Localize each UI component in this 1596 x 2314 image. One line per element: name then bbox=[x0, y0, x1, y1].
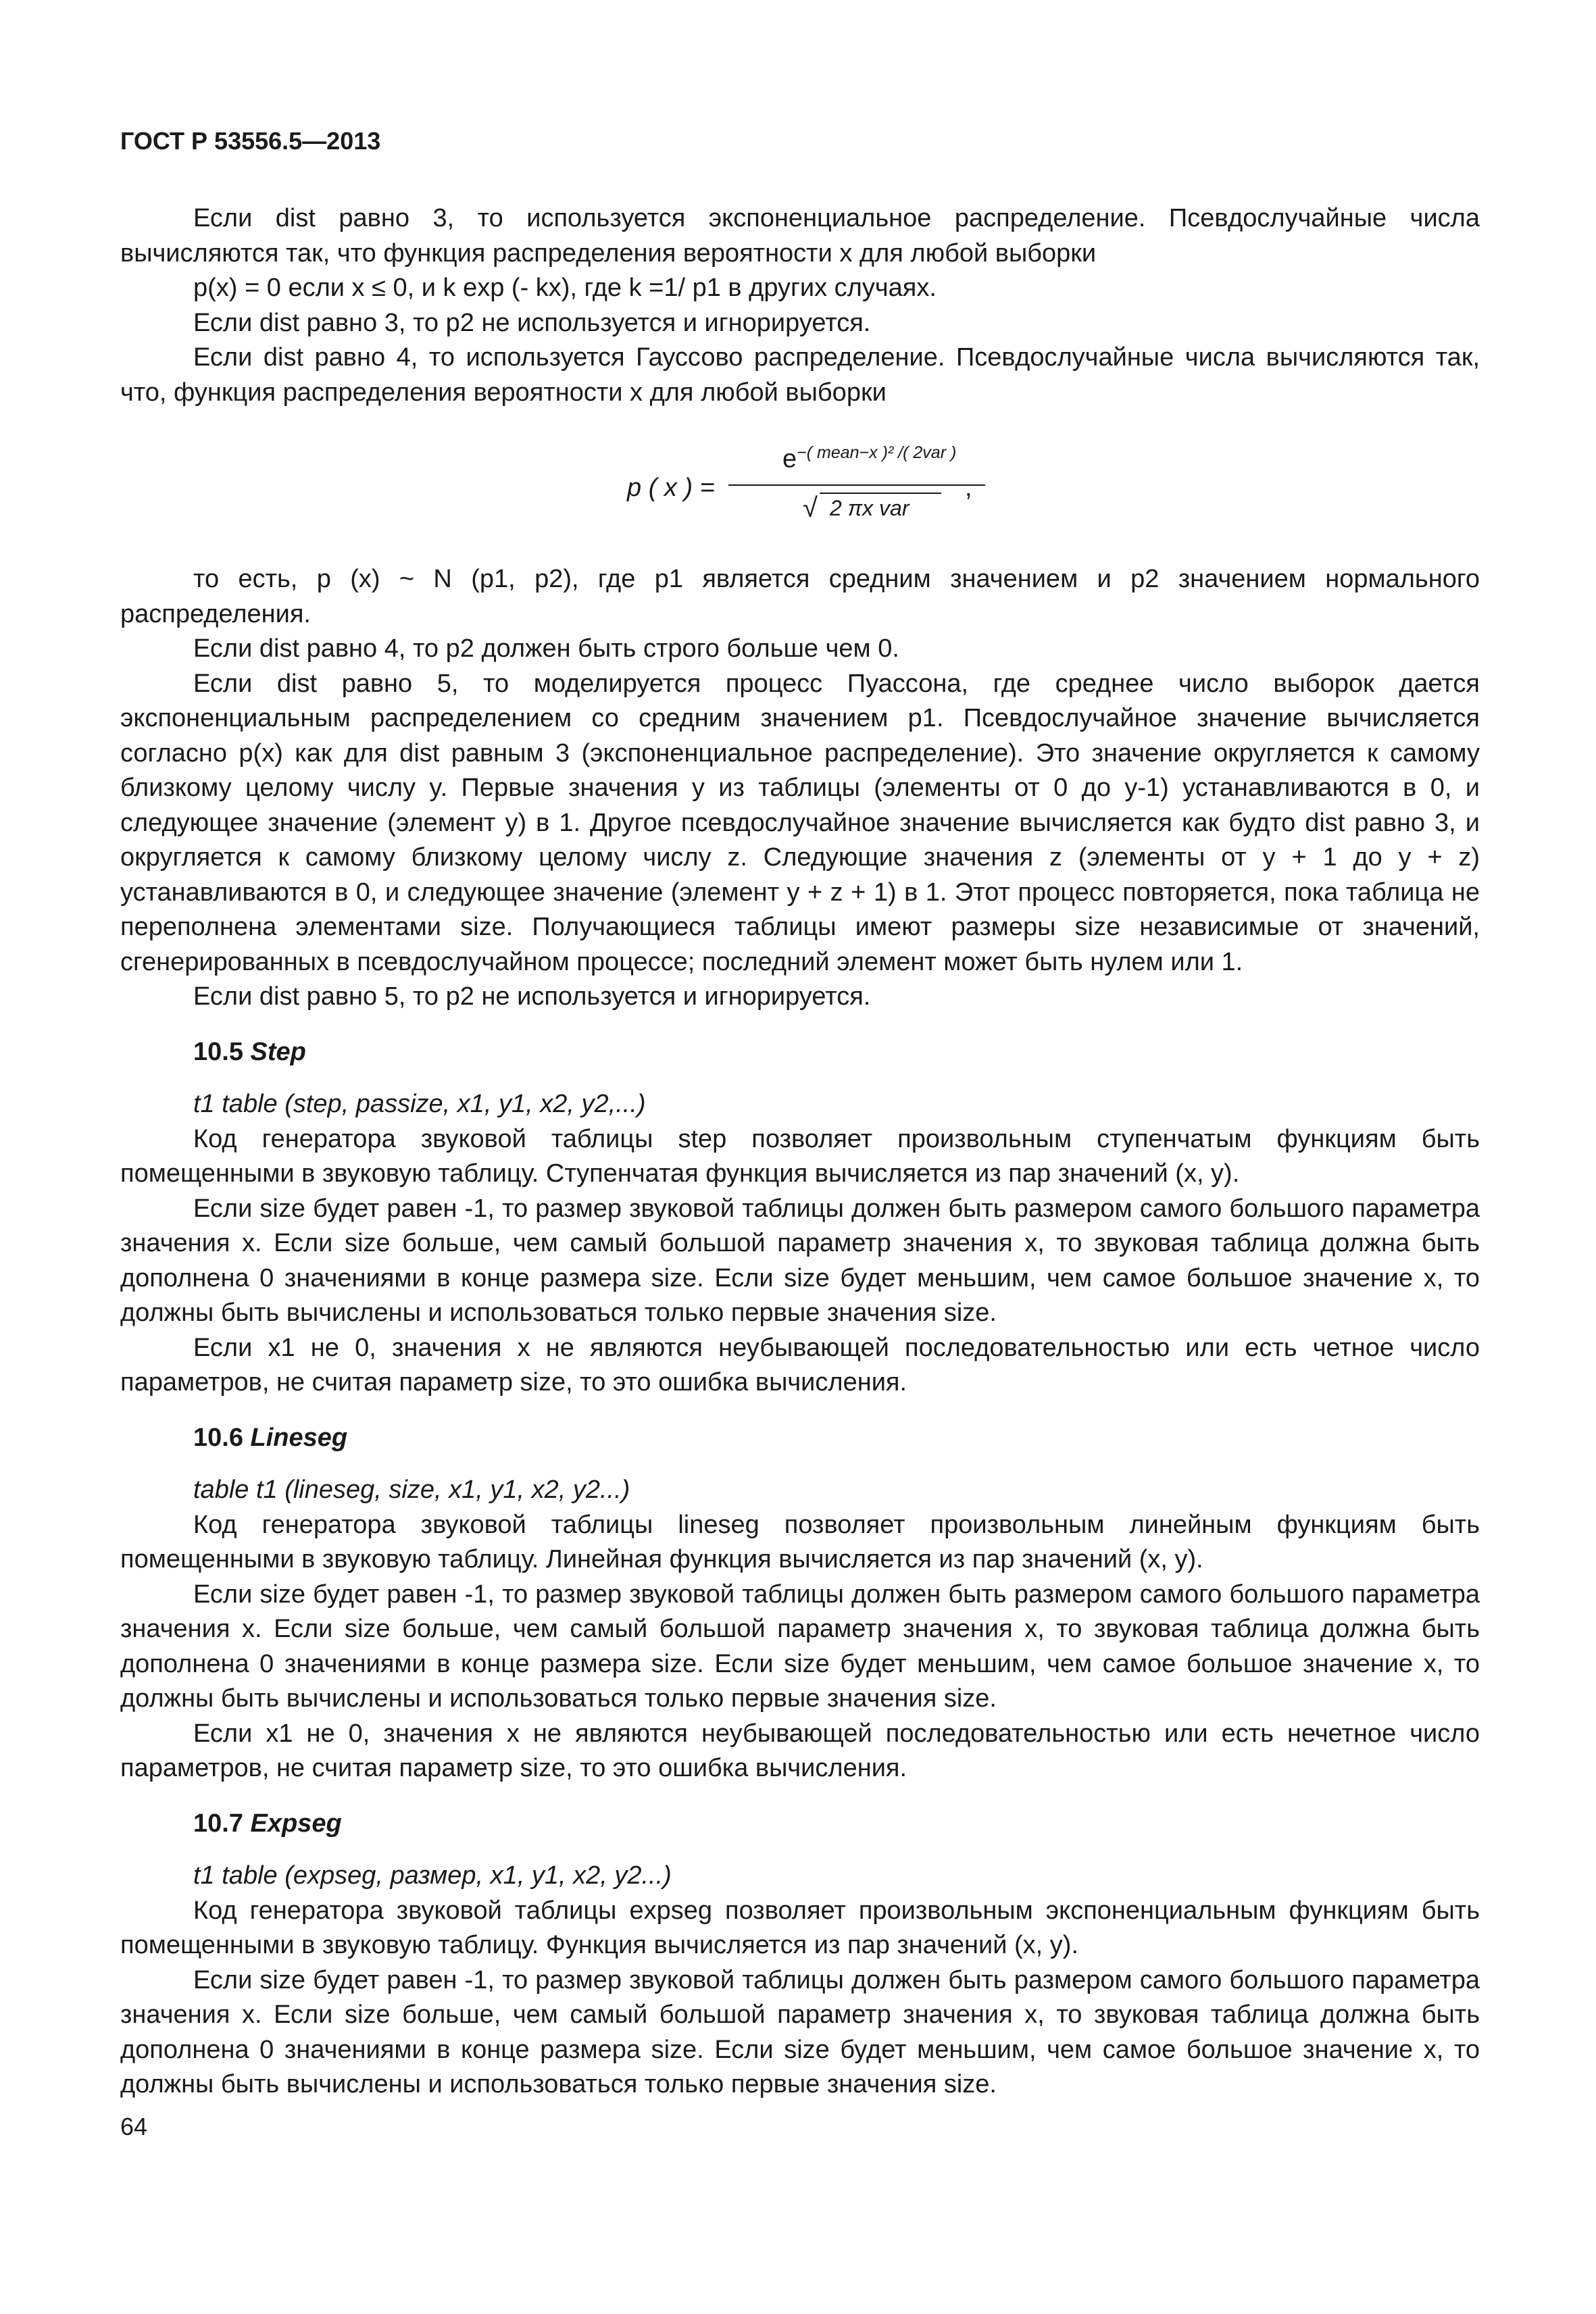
syntax-line: t1 table (step, passize, x1, y1, x2, y2,...) bbox=[193, 1090, 646, 1118]
section-heading-10-7 bbox=[120, 1807, 1480, 1842]
paragraph: Если dist равно 4, то p2 должен быть строго больше чем 0. bbox=[193, 634, 899, 663]
paragraph: Код генератора звуковой таблицы lineseg позволяет произвольным линейным функциям быть помещенными в звуковую таблицу. Линейная функция вычисляется из пар значений (x, y). bbox=[120, 1510, 1480, 1574]
paragraph: Если size будет равен -1, то размер звуковой таблицы должен быть размером самого большого параметра значения x. Если size больше, чем самый большой параметр значения x, то звуковая таблица должна быть дополнена 0 значениями в конце размера size. Если size будет меньшим, чем самое большое значение x, то должны быть вычислены и использоваться только первые значения size. bbox=[120, 1965, 1480, 2098]
section-title: Expseg bbox=[250, 1809, 342, 1838]
paragraph: Если dist равно 3, то p2 не используется и игнорируется. bbox=[193, 308, 871, 337]
paragraph: Если dist равно 5, то моделируется процесс Пуассона, где среднее число выборок дается экспоненциальным распределением со средним значением p1. Псевдослучайное значение вычисляется согласно p(x) как для dist равным 3 (экспоненциальное распределение). Это значение округляется к самому близкому целому числу y. Первые значения y из таблицы (элементы от 0 до y-1) устанавливаются в 0, и следующее значение (элемент y) в 1. Другое псевдослучайное значение вычисляется как будто dist равно 3, и округляется к самому близкому целому числу z. Следующие значения z (элементы от y + 1 до y + z) устанавливаются в 0, и следующее значение (элемент y + z + 1) в 1. Этот процесс повторяется, пока таблица не переполнена элементами size. Получающиеся таблицы имеют размеры size независимые от значений, сгенерированных в псевдослучайном процессе; последний элемент может быть нулем или 1. bbox=[120, 669, 1480, 976]
paragraph: Код генератора звуковой таблицы step позволяет произвольным ступенчатым функциям быть помещенными в звуковую таблицу. Ступенчатая функция вычисляется из пар значений (x, y). bbox=[120, 1124, 1480, 1188]
section-heading-10-5 bbox=[120, 1035, 1480, 1070]
paragraph: Если dist равно 5, то p2 не используется и игнорируется. bbox=[193, 982, 871, 1011]
paragraph: Если size будет равен -1, то размер звуковой таблицы должен быть размером самого большого параметра значения x. Если size больше, чем самый большой параметр значения x, то звуковая таблица должна быть дополнена 0 значениями в конце размера size. Если size будет меньшим, чем самое большое значение x, то должны быть вычислены и использоваться только первые значения size. bbox=[120, 1580, 1480, 1713]
formula-denominator: 2 πx var bbox=[830, 496, 909, 520]
paragraph: p(x) = 0 если x ≤ 0, и k exp (- kx), где k =1/ p1 в других случаях. bbox=[193, 274, 937, 302]
section-number: 10.6 bbox=[193, 1423, 243, 1452]
paragraph: Если x1 не 0, значения x не являются неубывающей последовательностью или есть нечетное число параметров, не считая параметр size, то это ошибка вычисления. bbox=[120, 1719, 1480, 1782]
gaussian-formula bbox=[120, 410, 1480, 562]
page-number: 64 bbox=[120, 2113, 148, 2140]
formula-lhs: p ( x ) = bbox=[627, 474, 715, 502]
sqrt-symbol: √ bbox=[803, 493, 818, 523]
paragraph: Если dist равно 3, то используется экспоненциальное распределение. Псевдослучайные числа вычисляются так, что функция распределения вероятности x для любой выборки bbox=[120, 204, 1480, 268]
section-number: 10.7 bbox=[193, 1809, 243, 1838]
formula-numerator bbox=[782, 436, 956, 477]
section-title: Lineseg bbox=[250, 1423, 348, 1452]
formula-numerator-base: e bbox=[782, 445, 797, 474]
section-title: Step bbox=[250, 1037, 306, 1066]
syntax-line: table t1 (lineseg, size, x1, y1, x2, y2...) bbox=[193, 1476, 630, 1504]
paragraph: Если dist равно 4, то используется Гауссово распределение. Псевдослучайные числа вычисляются так, что, функция распределения вероятности x для любой выборки bbox=[120, 343, 1480, 407]
formula-exponent: −( mean−x )² /( 2var ) bbox=[797, 443, 957, 462]
paragraph: то есть, p (x) ~ N (p1, p2), где p1 является средним значением и p2 значением нормального распределения. bbox=[120, 565, 1480, 628]
formula-comma: , bbox=[965, 474, 972, 502]
section-heading-10-6 bbox=[120, 1421, 1480, 1456]
fraction-bar bbox=[728, 484, 985, 486]
paragraph: Если size будет равен -1, то размер звуковой таблицы должен быть размером самого большого параметра значения x. Если size больше, чем самый большой параметр значения x, то звуковая таблица должна быть дополнена 0 значениями в конце размера size. Если size будет меньшим, чем самое большое значение x, то должны быть вычислены и использоваться только первые значения size. bbox=[120, 1194, 1480, 1327]
section-number: 10.5 bbox=[193, 1037, 243, 1066]
paragraph: Если x1 не 0, значения x не являются неубывающей последовательностью или есть четное число параметров, не считая параметр size, то это ошибка вычисления. bbox=[120, 1333, 1480, 1397]
document-header: ГОСТ Р 53556.5—2013 bbox=[120, 127, 381, 155]
paragraph: Код генератора звуковой таблицы expseg позволяет произвольным экспоненциальным функциям быть помещенными в звуковую таблицу. Функция вычисляется из пар значений (x, y). bbox=[120, 1896, 1480, 1959]
page-content bbox=[120, 201, 1480, 2103]
syntax-line: t1 table (expseg, размер, x1, y1, x2, y2...) bbox=[193, 1861, 672, 1890]
